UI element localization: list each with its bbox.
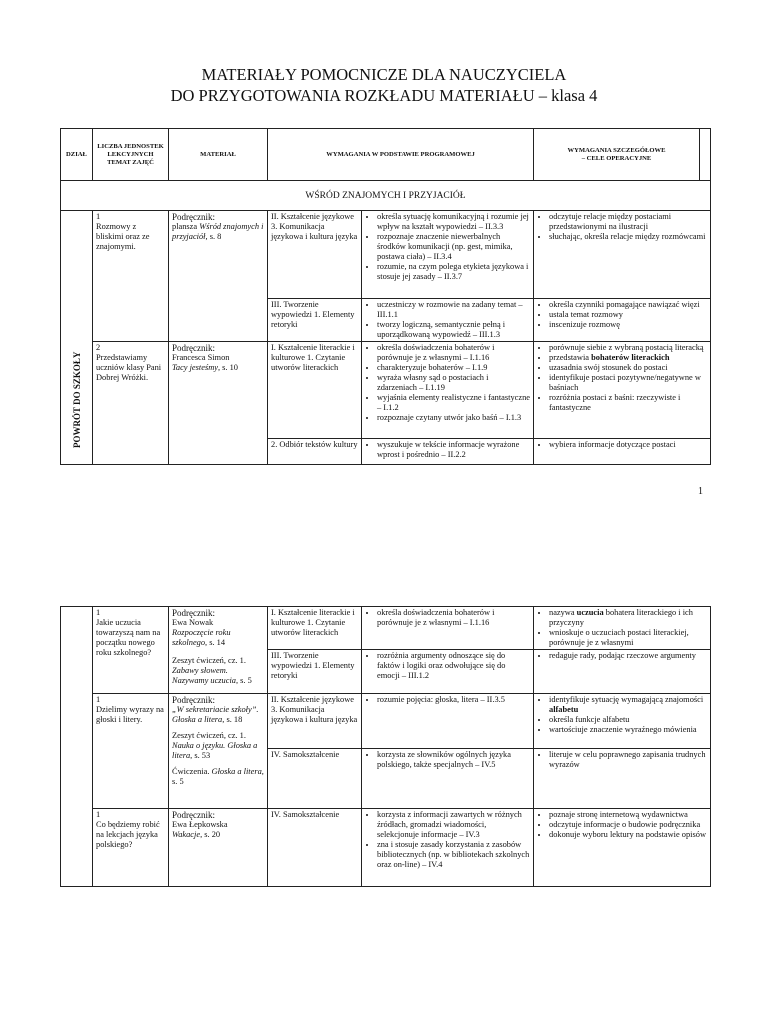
requirement-goals <box>362 607 534 650</box>
material-cell <box>169 607 268 694</box>
exercise-title: Głoska a litera <box>211 767 262 776</box>
dzial-cell <box>61 211 93 465</box>
workbook-title: Zabawy słowem. Nazywamy uczucia <box>172 666 236 685</box>
header-empty <box>700 129 711 181</box>
curriculum-table-2 <box>60 606 711 887</box>
material-label: Podręcznik: <box>172 212 215 222</box>
operational-goals <box>534 650 711 694</box>
op-item: • określa czynniki pomagające nawiązać więzi <box>549 300 707 310</box>
requirement-goals <box>362 650 534 694</box>
topic-cell <box>93 211 169 342</box>
material-label: Podręcznik: <box>172 608 215 618</box>
goal-item: • określa doświadczenia bohaterów i porównuje je z własnymi – I.1.16 <box>377 608 530 628</box>
requirement-area: 2. Odbiór tekstów kultury <box>268 439 362 465</box>
header-wymagania: WYMAGANIA W PODSTAWIE PROGRAMOWEJ <box>268 129 534 181</box>
requirement-goals <box>362 342 534 439</box>
op-item: • inscenizuje rozmowę <box>549 320 707 330</box>
requirement-area: I. Kształcenie literackie i kulturowe 1. Czytanie utworów literackich <box>268 342 362 439</box>
material-page: , s. 20 <box>200 830 221 839</box>
lesson-number: 1 <box>96 608 101 617</box>
goal-item: • rozpoznaje czytany utwór jako baśń – I.1.3 <box>377 413 530 423</box>
material-cell <box>169 809 268 887</box>
op-item: • słuchając, określa relacje między rozmówcami <box>549 232 707 242</box>
op-item: • identyfikuje sytuację wymagającą znajomości alfabetu <box>549 695 707 715</box>
goal-item: • określa sytuację komunikacyjną i rozumie jej wpływ na kształt wypowiedzi – II.3.3 <box>377 212 530 232</box>
material-title: Rozpoczęcie roku szkolnego <box>172 628 231 647</box>
lesson-number: 1 <box>96 695 101 704</box>
topic-cell <box>93 809 169 887</box>
op-item: • ustala temat rozmowy <box>549 310 707 320</box>
lesson-topic: Przedstawiamy uczniów klasy Pani Dobrej Wróżki. <box>96 353 162 382</box>
requirement-area: IV. Samokształcenie <box>268 749 362 809</box>
requirement-area: II. Kształcenie językowe 3. Komunikacja językowa i kultura języka <box>268 211 362 299</box>
goal-item: • wyraża własny sąd o postaciach i zdarzeniach – I.1.19 <box>377 373 530 393</box>
goal-item: • rozumie, na czym polega etykieta językowa i stosuje jej zasady – II.3.7 <box>377 262 530 282</box>
material-title: Wakacje <box>172 830 201 839</box>
goal-item: • rozpoznaje znaczenie niewerbalnych środków komunikacji (np. gest, mimika, postawa ciała) – II.3.4 <box>377 232 530 262</box>
material-author: Ewa Łepkowska <box>172 820 228 829</box>
operational-goals <box>534 809 711 887</box>
exercise-page: , s. 5 <box>172 767 264 786</box>
operational-goals <box>534 439 711 465</box>
lesson-number: 1 <box>96 212 101 221</box>
op-item: • redaguje rady, podając rzeczowe argumenty <box>549 651 707 661</box>
operational-goals <box>534 694 711 749</box>
goal-item: • wyjaśnia elementy realistyczne i fantastyczne – I.1.2 <box>377 393 530 413</box>
section-title: WŚRÓD ZNAJOMYCH I PRZYJACIÓŁ <box>61 181 711 211</box>
material-title: Wśród znajomych i przyjaciół <box>172 222 264 241</box>
requirement-goals <box>362 694 534 749</box>
workbook-label: Zeszyt ćwiczeń, cz. 1. <box>172 731 246 740</box>
op-item: • poznaje stronę internetową wydawnictwa <box>549 810 707 820</box>
header-material: MATERIAŁ <box>169 129 268 181</box>
op-item: • wartościuje znaczenie wyraźnego mówienia <box>549 725 707 735</box>
header-szczegolowe: WYMAGANIA SZCZEGÓŁOWE – CELE OPERACYJNE <box>534 129 700 181</box>
op-item: • odczytuje informacje o budowie podręcznika <box>549 820 707 830</box>
lesson-topic: Rozmowy z bliskimi oraz ze znajomymi. <box>96 222 150 251</box>
requirement-goals <box>362 439 534 465</box>
dzial-cell <box>61 607 93 887</box>
requirement-area: IV. Samokształcenie <box>268 809 362 887</box>
curriculum-table-1 <box>60 128 711 465</box>
material-page: , s. 10 <box>217 363 238 372</box>
goal-item: • rozumie pojęcia: głoska, litera – II.3.5 <box>377 695 530 705</box>
lesson-topic: Jakie uczucia towarzyszą nam na początku nowego roku szkolnego? <box>96 618 161 657</box>
dzial-label: POWRÓT DO SZKOŁY <box>71 351 82 449</box>
lesson-topic: Dzielimy wyrazy na głoski i litery. <box>96 705 164 724</box>
material-page: , s. 8 <box>205 232 222 241</box>
op-item: • wybiera informacje dotyczące postaci <box>549 440 707 450</box>
material-chapter: „W sekretariacie szkoły”. <box>172 705 259 714</box>
material-author: Francesca Simon <box>172 353 230 362</box>
requirement-area: I. Kształcenie literackie i kulturowe 1. Czytanie utworów literackich <box>268 607 362 650</box>
page-title-line2: DO PRZYGOTOWANIA ROZKŁADU MATERIAŁU – klasa 4 <box>170 86 598 105</box>
operational-goals <box>534 299 711 342</box>
header-liczba: LICZBA JEDNOSTEK LEKCYJNYCH TEMAT ZAJĘĆ <box>93 129 169 181</box>
op-item: • rozróżnia postaci z baśni: rzeczywiste i fantastyczne <box>549 393 707 413</box>
operational-goals <box>534 607 711 650</box>
material-page: , s. 14 <box>205 638 226 647</box>
topic-cell <box>93 342 169 465</box>
goal-item: • korzysta z informacji zawartych w różnych źródłach, gromadzi wiadomości, selekcjonuje informacje – IV.3 <box>377 810 530 840</box>
material-page: , s. 18 <box>222 715 243 724</box>
operational-goals <box>534 749 711 809</box>
op-item: • nazywa uczucia bohatera literackiego i ich przyczyny <box>549 608 707 628</box>
lesson-number: 1 <box>96 810 101 819</box>
requirement-area: III. Tworzenie wypowiedzi 1. Elementy retoryki <box>268 299 362 342</box>
material-text: plansza <box>172 222 200 231</box>
goal-item: • wyszukuje w tekście informacje wyrażone wprost i pośrednio – II.2.2 <box>377 440 530 460</box>
goal-item: • korzysta ze słowników ogólnych języka polskiego, także specjalnych – IV.5 <box>377 750 530 770</box>
material-title: Głoska a litera <box>172 715 223 724</box>
op-item: • uzasadnia swój stosunek do postaci <box>549 363 707 373</box>
requirement-goals <box>362 809 534 887</box>
lesson-topic: Co będziemy robić na lekcjach języka polskiego? <box>96 820 160 849</box>
topic-cell <box>93 607 169 694</box>
material-label: Podręcznik: <box>172 343 215 353</box>
material-label: Podręcznik: <box>172 695 215 705</box>
goal-item: • charakteryzuje bohaterów – I.1.9 <box>377 363 530 373</box>
op-item: • przedstawia bohaterów literackich <box>549 353 707 363</box>
requirement-goals <box>362 749 534 809</box>
exercise-label: Ćwiczenia. <box>172 767 212 776</box>
page-number: 1 <box>698 486 703 497</box>
op-item: • literuje w celu poprawnego zapisania trudnych wyrazów <box>549 750 707 770</box>
goal-item: • uczestniczy w rozmowie na zadany temat – III.1.1 <box>377 300 530 320</box>
workbook-page: , s. 5 <box>235 676 252 685</box>
op-item: • porównuje siebie z wybraną postacią literacką <box>549 343 707 353</box>
requirement-goals <box>362 211 534 299</box>
requirement-goals <box>362 299 534 342</box>
workbook-page: , s. 53 <box>190 751 211 760</box>
material-title: Tacy jesteśmy <box>172 363 218 372</box>
material-cell <box>169 694 268 809</box>
material-author: Ewa Nowak <box>172 618 214 627</box>
goal-item: • zna i stosuje zasady korzystania z zasobów bibliotecznych (np. w bibliotekach szkolnych oraz on-line) – IV.4 <box>377 840 530 870</box>
operational-goals <box>534 342 711 439</box>
page-title-line1: MATERIAŁY POMOCNICZE DLA NAUCZYCIELA <box>201 65 567 84</box>
op-item: • odczytuje relacje między postaciami przedstawionymi na ilustracji <box>549 212 707 232</box>
op-item: • określa funkcje alfabetu <box>549 715 707 725</box>
goal-item: • rozróżnia argumenty odnoszące się do faktów i logiki oraz odwołujące się do emocji – III.1.2 <box>377 651 530 681</box>
topic-cell <box>93 694 169 809</box>
goal-item: • tworzy logiczną, semantycznie pełną i uporządkowaną wypowiedź – III.1.3 <box>377 320 530 340</box>
requirement-area: II. Kształcenie językowe 3. Komunikacja językowa i kultura języka <box>268 694 362 749</box>
requirement-area: III. Tworzenie wypowiedzi 1. Elementy retoryki <box>268 650 362 694</box>
op-item: • wnioskuje o uczuciach postaci literackiej, porównuje je z własnymi <box>549 628 707 648</box>
lesson-number: 2 <box>96 343 101 352</box>
material-cell <box>169 342 268 465</box>
goal-item: • określa doświadczenia bohaterów i porównuje je z własnymi – I.1.16 <box>377 343 530 363</box>
material-label: Podręcznik: <box>172 810 215 820</box>
header-dzial: DZIAŁ <box>61 129 93 181</box>
workbook-label: Zeszyt ćwiczeń, cz. 1. <box>172 656 246 665</box>
op-item: • identyfikuje postaci pozytywne/negatywne w baśniach <box>549 373 707 393</box>
material-cell <box>169 211 268 342</box>
op-item: • dokonuje wyboru lektury na podstawie opisów <box>549 830 707 840</box>
operational-goals <box>534 211 711 299</box>
workbook-title: Nauka o języku. Głoska a litera <box>172 741 258 760</box>
